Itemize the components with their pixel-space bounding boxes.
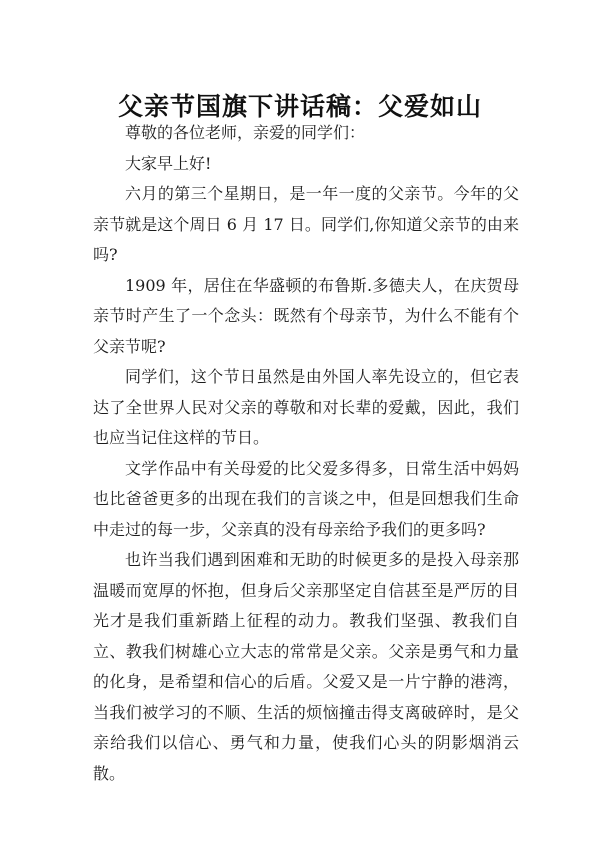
paragraph-greeting: 大家早上好! — [125, 153, 212, 173]
paragraph: 1909 年，居住在华盛顿的布鲁斯.多德夫人，在庆贺母亲节时产生了一个念头：既然有个母亲节，为什么不能有个父亲节呢? — [93, 275, 519, 356]
paragraph: 同学们，这个节日虽然是由外国人率先设立的，但它表达了全世界人民对父亲的尊敬和对长辈的爱戴，因此，我们也应当记住这样的节日。 — [93, 367, 519, 447]
document-body — [93, 118, 519, 789]
paragraph: 六月的第三个星期日，是一年一度的父亲节。今年的父亲节就是这个周日 6 月 17 日。同学们,你知道父亲节的由来吗? — [93, 184, 519, 264]
paragraph-salutation: 尊敬的各位老师，亲爱的同学们： — [125, 123, 366, 142]
paragraph: 也许当我们遇到困难和无助的时候更多的是投入母亲那温暖而宽厚的怀抱，但身后父亲那坚定自信甚至是严厉的目光才是我们重新踏上征程的动力。教我们坚强、教我们自立、教我们树雄心立大志的常常是父亲。父亲是勇气和力量的化身，是希望和信心的后盾。父爱又是一片宁静的港湾，当我们被学习的不顺、生活的烦恼撞击得支离破碎时，是父亲给我们以信心、勇气和力量，使我们心头的阴影烟消云散。 — [93, 550, 519, 783]
paragraph: 文学作品中有关母爱的比父爱多得多，日常生活中妈妈也比爸爸更多的出现在我们的言谈之中，但是回想我们生命中走过的每一步，父亲真的没有母亲给予我们的更多吗? — [93, 458, 519, 539]
document-title: 父亲节国旗下讲话稿：父爱如山 — [117, 91, 482, 121]
